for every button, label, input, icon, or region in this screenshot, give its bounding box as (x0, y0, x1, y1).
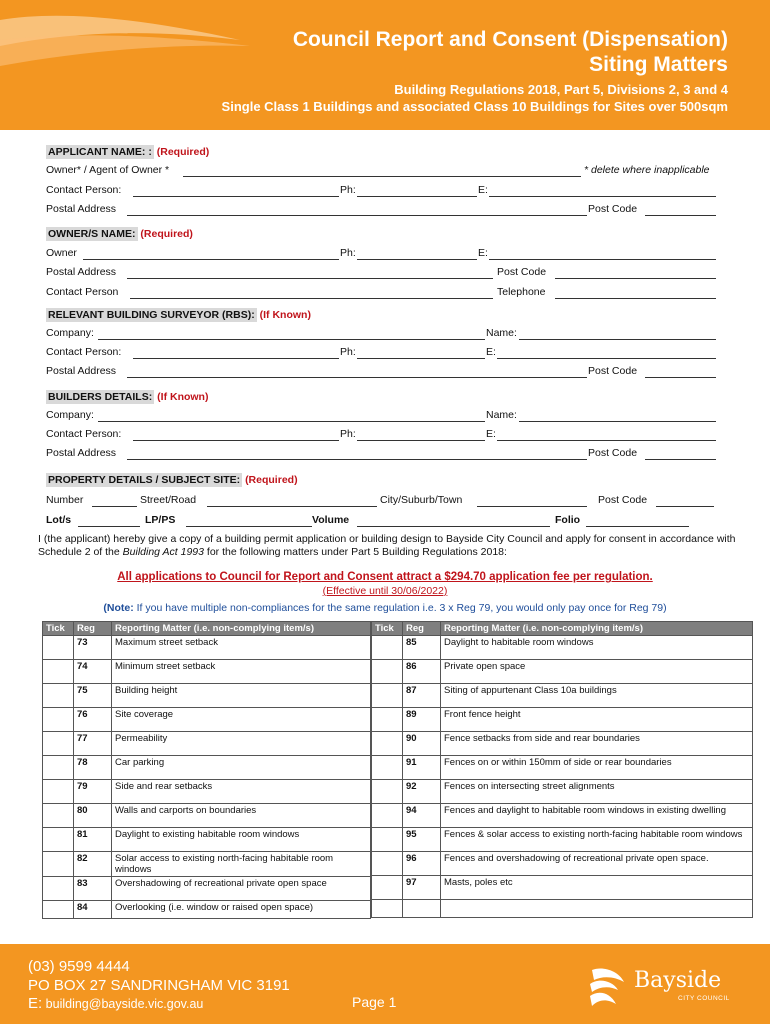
reg-number: 85 (403, 636, 441, 660)
reg-number: 97 (403, 876, 441, 900)
owner-email-label: E: (478, 247, 488, 259)
table-row (372, 708, 753, 732)
fee-effective-date: (Effective until 30/06/2022) (322, 585, 448, 597)
reporting-matter: Fences on or within 150mm of side or rear boundaries (441, 756, 753, 780)
builder-company-label: Company: (46, 409, 94, 421)
applicant-email-label: E: (478, 184, 488, 196)
tick-box[interactable] (372, 852, 403, 876)
lots-field[interactable] (78, 526, 140, 527)
reg-number: 73 (74, 636, 112, 660)
reg-number: 75 (74, 684, 112, 708)
page-subtitle: Building Regulations 2018, Part 5, Divisions 2, 3 and 4 Single Class 1 Buildings and associated Class 10 Buildings for Sites over 500sqm (221, 82, 728, 114)
rbs-company-field[interactable] (98, 339, 485, 340)
reg-number (403, 900, 441, 918)
reporting-matter: Overshadowing of recreational private open space (112, 877, 371, 901)
table-row (372, 828, 753, 852)
page-number: Page 1 (352, 994, 397, 1010)
rbs-heading: RELEVANT BUILDING SURVEYOR (RBS): (If Known) (48, 309, 311, 321)
rbs-postcode-label: Post Code (588, 365, 638, 377)
tick-box[interactable] (372, 660, 403, 684)
builder-email-label: E: (486, 428, 496, 440)
reg-number: 96 (403, 852, 441, 876)
tick-box[interactable] (372, 804, 403, 828)
owner-ph-label: Ph: (340, 247, 356, 259)
reporting-matter: Solar access to existing north-facing habitable room windows (112, 852, 371, 877)
fee-notice: All applications to Council for Report and Consent attract a $294.70 application fee per regulation. (117, 571, 653, 583)
applicant-postcode-label: Post Code (588, 203, 638, 215)
rbs-email-field[interactable] (497, 358, 716, 359)
page-title: Council Report and Consent (Dispensation) Siting Matters (292, 28, 728, 76)
page-header (0, 0, 770, 130)
reg-number: 74 (74, 660, 112, 684)
tick-box[interactable] (372, 708, 403, 732)
reg-number: 81 (74, 828, 112, 852)
table-row (372, 900, 753, 918)
owner-field[interactable] (83, 259, 339, 260)
owner-contact-field[interactable] (130, 298, 493, 299)
table-row (372, 876, 753, 900)
delete-note: * delete where inapplicable (584, 164, 710, 176)
rbs-postal-label: Postal Address (46, 365, 117, 377)
tick-box[interactable] (372, 684, 403, 708)
tick-box[interactable] (372, 876, 403, 900)
reporting-matter: Fences and daylight to habitable room windows in existing dwelling (441, 804, 753, 828)
footer-email[interactable]: E: building@bayside.vic.gov.au (28, 995, 204, 1012)
reporting-matter (441, 900, 753, 918)
builder-postal-label: Postal Address (46, 447, 117, 459)
lots-label: Lot/s (46, 514, 72, 526)
table-row (43, 732, 371, 756)
tick-box[interactable] (43, 828, 74, 852)
table-row (43, 901, 371, 919)
owners-heading: OWNER/S NAME: (Required) (48, 228, 193, 240)
reporting-matter: Walls and carports on boundaries (112, 804, 371, 828)
builder-postcode-field[interactable] (645, 459, 716, 460)
multiple-noncompliance-note: (Note: If you have multiple non-compliances for the same regulation i.e. 3 x Reg 79, you would only pay once for Reg 79) (103, 602, 667, 614)
col-tick-header: Tick (372, 622, 403, 636)
folio-field[interactable] (586, 526, 689, 527)
bayside-logo: Bayside CITY COUNCIL (584, 964, 734, 1014)
reg-number: 79 (74, 780, 112, 804)
builder-name-label: Name: (486, 409, 517, 421)
tick-box[interactable] (43, 852, 74, 877)
rbs-name-field[interactable] (519, 339, 716, 340)
reg-number: 87 (403, 684, 441, 708)
applicant-contact-label: Contact Person: (46, 184, 122, 196)
table-row (372, 804, 753, 828)
owner-agent-label: Owner* / Agent of Owner * (46, 164, 170, 176)
col-reg-header: Reg (74, 622, 112, 636)
applicant-email-field[interactable] (489, 196, 716, 197)
footer-phone: (03) 9599 4444 (28, 958, 130, 975)
applicant-ph-label: Ph: (340, 184, 356, 196)
tick-box[interactable] (43, 636, 74, 660)
rbs-postcode-field[interactable] (645, 377, 716, 378)
table-row (43, 708, 371, 732)
col-reg-header: Reg (403, 622, 441, 636)
owner-contact-label: Contact Person (46, 286, 119, 298)
builder-company-field[interactable] (98, 421, 485, 422)
tick-box[interactable] (43, 708, 74, 732)
rbs-email-label: E: (486, 346, 496, 358)
reg-number: 84 (74, 901, 112, 919)
reg-number: 89 (403, 708, 441, 732)
owner-postal-label: Postal Address (46, 266, 117, 278)
builders-heading: BUILDERS DETAILS: (If Known) (48, 391, 209, 403)
col-matter-header: Reporting Matter (i.e. non-complying item/s) (441, 622, 753, 636)
col-tick-header: Tick (43, 622, 74, 636)
reg-number: 91 (403, 756, 441, 780)
owner-postcode-label: Post Code (497, 266, 547, 278)
tick-box[interactable] (43, 877, 74, 901)
table-row (372, 660, 753, 684)
col-matter-header: Reporting Matter (i.e. non-complying item/s) (112, 622, 371, 636)
reg-number: 94 (403, 804, 441, 828)
table-row (43, 804, 371, 828)
tick-box[interactable] (43, 660, 74, 684)
builder-ph-field[interactable] (357, 440, 485, 441)
tick-box[interactable] (43, 756, 74, 780)
number-field[interactable] (92, 506, 137, 507)
rbs-company-label: Company: (46, 327, 94, 339)
tick-box[interactable] (372, 900, 403, 918)
table-row (372, 756, 753, 780)
tick-box[interactable] (372, 732, 403, 756)
applicant-heading: APPLICANT NAME: : (Required) (48, 146, 210, 158)
rbs-postal-field[interactable] (127, 377, 587, 378)
declaration-text: I (the applicant) hereby give a copy of a building permit application or building design to Bayside City Council and apply for consent in accordance with Schedule 2 of the Building Act 1993 for the following matters under Part 5 Building Regulations 2018: (38, 533, 736, 558)
applicant-postal-label: Postal Address (46, 203, 117, 215)
table-row (43, 828, 371, 852)
reporting-matter: Front fence height (441, 708, 753, 732)
tick-box[interactable] (372, 828, 403, 852)
reporting-matter: Fence setbacks from side and rear boundaries (441, 732, 753, 756)
rbs-name-label: Name: (486, 327, 517, 339)
reg-number: 80 (74, 804, 112, 828)
tick-box[interactable] (43, 732, 74, 756)
property-heading: PROPERTY DETAILS / SUBJECT SITE: (Required) (48, 474, 298, 486)
reporting-matter: Private open space (441, 660, 753, 684)
tick-box[interactable] (43, 780, 74, 804)
reporting-matter: Maximum street setback (112, 636, 371, 660)
owner-email-field[interactable] (489, 259, 716, 260)
reporting-matter: Masts, poles etc (441, 876, 753, 900)
table-row (43, 877, 371, 901)
folio-label: Folio (555, 514, 581, 526)
lpps-field[interactable] (186, 526, 312, 527)
owner-telephone-label: Telephone (497, 286, 546, 298)
property-postcode-field[interactable] (656, 506, 714, 507)
tick-box[interactable] (372, 756, 403, 780)
reg-number: 92 (403, 780, 441, 804)
reporting-matter: Daylight to existing habitable room windows (112, 828, 371, 852)
owner-postcode-field[interactable] (555, 278, 716, 279)
reporting-matter: Minimum street setback (112, 660, 371, 684)
rbs-ph-label: Ph: (340, 346, 356, 358)
reporting-matter: Car parking (112, 756, 371, 780)
owner-telephone-field[interactable] (555, 298, 716, 299)
reporting-matter: Fences on intersecting street alignments (441, 780, 753, 804)
table-row (43, 660, 371, 684)
builder-email-field[interactable] (497, 440, 716, 441)
tick-box[interactable] (43, 901, 74, 919)
reporting-matter: Site coverage (112, 708, 371, 732)
tick-box[interactable] (43, 684, 74, 708)
reporting-matter: Overlooking (i.e. window or raised open space) (112, 901, 371, 919)
page-footer (0, 944, 770, 1024)
reporting-matter: Side and rear setbacks (112, 780, 371, 804)
table-row (372, 732, 753, 756)
applicant-contact-field[interactable] (133, 196, 339, 197)
owner-agent-field[interactable] (183, 176, 581, 177)
table-row (372, 636, 753, 660)
table-row (43, 756, 371, 780)
reg-number: 95 (403, 828, 441, 852)
reg-number: 82 (74, 852, 112, 877)
owner-postal-field[interactable] (127, 278, 493, 279)
reporting-matter: Permeability (112, 732, 371, 756)
street-field[interactable] (207, 506, 377, 507)
reg-number: 86 (403, 660, 441, 684)
table-row (372, 852, 753, 876)
table-row (43, 684, 371, 708)
table-row (43, 780, 371, 804)
builder-contact-label: Contact Person: (46, 428, 122, 440)
builder-postcode-label: Post Code (588, 447, 638, 459)
reg-number: 90 (403, 732, 441, 756)
reporting-matter: Daylight to habitable room windows (441, 636, 753, 660)
applicant-ph-field[interactable] (357, 196, 477, 197)
property-postcode-label: Post Code (598, 494, 648, 506)
builder-postal-field[interactable] (127, 459, 587, 460)
reg-number: 83 (74, 877, 112, 901)
applicant-postcode-field[interactable] (645, 215, 716, 216)
tick-box[interactable] (43, 804, 74, 828)
number-label: Number (46, 494, 84, 506)
rbs-contact-field[interactable] (133, 358, 339, 359)
table-row (43, 636, 371, 660)
table-row (372, 684, 753, 708)
regulations-table-left (42, 621, 371, 919)
reg-number: 76 (74, 708, 112, 732)
builder-ph-label: Ph: (340, 428, 356, 440)
reporting-matter: Building height (112, 684, 371, 708)
bayside-sail-icon (584, 964, 632, 1012)
city-field[interactable] (477, 506, 587, 507)
applicant-postal-field[interactable] (127, 215, 587, 216)
volume-label: Volume (312, 514, 350, 526)
owner-ph-field[interactable] (357, 259, 477, 260)
rbs-contact-label: Contact Person: (46, 346, 122, 358)
tick-box[interactable] (372, 780, 403, 804)
footer-address: PO BOX 27 SANDRINGHAM VIC 3191 (28, 977, 290, 994)
table-row (372, 780, 753, 804)
reporting-matter: Fences and overshadowing of recreational private open space. (441, 852, 753, 876)
builder-contact-field[interactable] (133, 440, 339, 441)
regulations-table-right (371, 621, 753, 918)
reg-number: 77 (74, 732, 112, 756)
reporting-matter: Siting of appurtenant Class 10a buildings (441, 684, 753, 708)
reporting-matter: Fences & solar access to existing north-facing habitable room windows (441, 828, 753, 852)
tick-box[interactable] (372, 636, 403, 660)
reg-number: 78 (74, 756, 112, 780)
volume-field[interactable] (357, 526, 550, 527)
builder-name-field[interactable] (519, 421, 716, 422)
lpps-label: LP/PS (145, 514, 176, 526)
rbs-ph-field[interactable] (357, 358, 485, 359)
city-label: City/Suburb/Town (380, 494, 463, 506)
owner-label: Owner (46, 247, 77, 259)
street-label: Street/Road (140, 494, 197, 506)
table-row (43, 852, 371, 877)
